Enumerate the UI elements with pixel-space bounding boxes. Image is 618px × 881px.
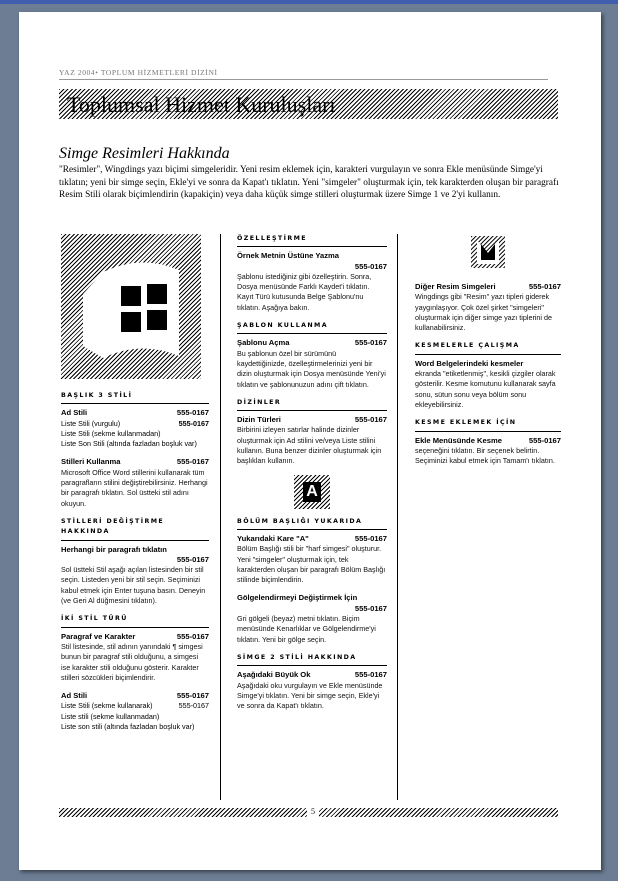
heading-iki-stil-turu: İKİ STİL TÜRÜ (61, 614, 209, 627)
entry-body: Stil listesinde, stil adının yanındaki ¶ simgesi bunun bir paragraf stili olduğunu, a simgesi ise karakter stili olduğunu gösterir. Karakter stilleri sözcükleri biçimlendirir. (61, 641, 203, 682)
entry-phone: 555-0167 (176, 457, 209, 467)
list-item: Liste Stili (sekme kullanarak) (61, 701, 153, 711)
entry-phone: 555-0167 (354, 261, 387, 271)
entry-dizin-turleri (237, 415, 387, 466)
entry-diger-resim (415, 282, 561, 333)
entry-body: Bölüm Başlığı stili bir "harf simgesi" oluşturur. Yeni "simgeler" oluşturmak için, tek karakterden oluşan bir paragrafı Bölüm Başlığı stilinde biçimlendirin. (237, 544, 386, 585)
entry-kare-a (237, 534, 387, 585)
entry-body: ekranda "etiketlenmiş", kesikli çizgiler olarak gösterilir. Kesme komutunu kullanarak sayfa sonu, sütun sonu veya bölüm sonu ekleyebilirsiniz. (415, 369, 556, 409)
window-logo-icon (61, 234, 201, 379)
heading-kesmelerle: KESMELERLE ÇALIŞMA (415, 341, 561, 354)
heading-kesme-eklemek: KESME EKLEMEK İÇİN (415, 418, 561, 431)
list-item: Liste Stili (sekme kullanmadan) (61, 428, 161, 438)
entry-phone: 555-0167 (354, 338, 387, 348)
entry-title: Dizin Türleri (237, 415, 281, 425)
entry-phone: 555-0167 (354, 670, 387, 680)
entry-body: Şablonu istediğiniz gibi özelleştirin. Sonra, Dosya menüsünde Farklı Kaydet'i tıklatın. Kayıt Türü kutusunda Belge Şablonu'nu tıklatın. Aşağıya bakın. (237, 271, 372, 312)
heading-ozellestirme: ÖZELLEŞTİRME (237, 234, 387, 247)
entry-title: Word Belgelerindeki kesmeler (415, 358, 524, 368)
list-phone: 555-0167 (178, 701, 209, 711)
heading-baslik-3: BAŞLIK 3 STİLİ (61, 391, 209, 404)
entry-phone: 555-0167 (176, 408, 209, 418)
window-right-margin (602, 4, 618, 881)
title-band (59, 89, 558, 119)
column-1 (61, 234, 209, 740)
list-item: Liste son stili (altında fazladan boşluk var) (61, 722, 195, 732)
entry-body: seçeneğini tıklatın. Bir seçenek belirtin. Seçiminizi kabul etmek için Tamam'ı tıklatın. (415, 445, 555, 466)
entry-body: Sol üstteki Stil aşağı açılan listesinden bir stil seçin. Listeden yeni bir stil seçin. Seçiminizi kabul etmek için Enter tuşuna basın. Deneyin (ve Geri Al düğmesini tıklatın). (61, 565, 206, 606)
list-phone: 555-0167 (178, 418, 209, 428)
page-number: 5 (307, 806, 319, 818)
entry-ekle-kesme (415, 436, 561, 467)
entry-paragraf-tiklatin (61, 545, 209, 607)
entry-phone: 555-0167 (354, 415, 387, 425)
entry-title: Şablonu Açma (237, 338, 290, 348)
entry-body: Aşağıdaki oku vurgulayın ve Ekle menüsünde Simge'yi tıklatın. Yeni bir simge seçin, Ekle'yi ve sonra da Kapat'ı tıklatın. (237, 680, 383, 711)
entry-ornek-metin (237, 251, 387, 313)
check-arrow-icon (469, 234, 507, 270)
list-item: Liste Son Stili (altında fazladan boşluk var) (61, 439, 197, 449)
entry-sablonu-acma (237, 338, 387, 389)
entry-phone: 555-0167 (528, 282, 561, 291)
column-divider-1 (220, 234, 221, 800)
heading-dizinler: DİZİNLER (237, 398, 387, 411)
entry-body: Gri gölgeli (beyaz) metni tıklatın. Biçim menüsünde Kenarlıklar ve Gölgelendirme'yi tıklatın. Yeni bir gölge seçin. (237, 614, 376, 644)
entry-title: Ad Stili (61, 408, 88, 418)
heading-stilleri-degistirme: STİLLERİ DEĞİŞTİRME HAKKINDA (61, 517, 209, 541)
entry-phone: 555-0167 (528, 435, 561, 445)
entry-body: Birbirini izleyen satırlar halinde dizinler oluşturmak için Ad stilini ve/veya Liste stilini kullanın. Buna benzer dizinler oluşturmak için başlıkları kullanın. (237, 425, 382, 466)
entry-phone: 555-0167 (176, 631, 209, 641)
page-title: Toplumsal Hizmet Kuruluşları (67, 92, 336, 117)
entry-title: Ekle Menüsünde Kesme (415, 435, 502, 445)
list-item: Liste Stili (vurgulu) (61, 418, 121, 428)
column-divider-2 (397, 234, 398, 800)
entry-title: Herhangi bir paragrafı tıklatın (61, 544, 167, 554)
heading-sablon-kullanma: ŞABLON KULLANMA (237, 321, 387, 334)
entry-phone: 555-0167 (354, 533, 387, 543)
list-item: Liste stili (sekme kullanmadan) (61, 711, 160, 721)
letter-a-icon: A (294, 475, 330, 509)
entry-title: Yukarıdaki Kare "A" (237, 533, 309, 543)
entry-ad-stili-1 (61, 408, 209, 449)
document-page (19, 12, 601, 870)
entry-title: Stilleri Kullanma (61, 457, 121, 467)
entry-ad-stili-2 (61, 691, 209, 732)
entry-title: Paragraf ve Karakter (61, 631, 136, 641)
column-3 (415, 234, 561, 474)
entry-golgelendirme (237, 593, 387, 644)
entry-buyuk-ok (237, 670, 387, 711)
heading-simge-2: SİMGE 2 STİLİ HAKKINDA (237, 653, 387, 666)
entry-title: Diğer Resim Simgeleri (415, 282, 496, 291)
entry-word-kesmeler (415, 359, 561, 410)
intro-paragraph: "Resimler", Wingdings yazı biçimi simgeleridir. Yeni resim eklemek için, karakteri vurgulayın ve sonra Ekle menüsünde Simge'yi tıklatın; yeni bir simge seçin, Ekle'yi ve sonra da Kapat'ı tıklatın. Yeni "simgeler" oluşturmak için, tek karakterden oluşan bir paragrafı Resim Stili olarak biçimlendirin (kapakiçin) veya daha küçük simge stilleri oluşturmak üzere Simge 1 ve 2'yi kullanın. (59, 165, 559, 201)
entry-phone: 555-0167 (176, 554, 209, 564)
entry-phone: 555-0167 (176, 691, 209, 701)
entry-stilleri-kullanma (61, 457, 209, 508)
running-header: YAZ 2004• TOPLUM HİZMETLERİ DİZİNİ (59, 68, 548, 80)
entry-title: Aşağıdaki Büyük Ok (237, 670, 311, 680)
heading-bolum-basligi: BÖLÜM BAŞLIĞI YUKARIDA (237, 517, 387, 530)
entry-body: Wingdings gibi "Resim" yazı tipleri giderek yaygınlaşıyor. Çok özel şirket "simgeleri" oluşturmak için diğer simge yazı tiplerini de kullanabilirsiniz. (415, 292, 553, 333)
entry-body: Bu şablonun özel bir sürümünü kaydettiğinizde, özelleştirmelerinizi yeni bir dizin oluşturmak için Dosya menüsünde Yeni'yi tıklatın ve şablonunuzun adını çift tıklatın. (237, 348, 386, 389)
window-top-bar (0, 0, 618, 4)
entry-title: Gölgelendirmeyi Değiştirmek İçin (237, 593, 358, 603)
section-title: Simge Resimleri Hakkında (59, 145, 230, 162)
entry-paragraf-karakter (61, 632, 209, 683)
column-2 (237, 234, 387, 719)
entry-title: Örnek Metnin Üstüne Yazma (237, 251, 339, 261)
entry-title: Ad Stili (61, 691, 88, 701)
entry-body: Microsoft Office Word stillerini kullanarak tüm paragrafların stilini değiştirebilirsiniz. Herhangi bir paragrafı tıklatın. Sol üstteki stil adını okuyun. (61, 467, 208, 508)
entry-phone: 555-0167 (354, 603, 387, 613)
